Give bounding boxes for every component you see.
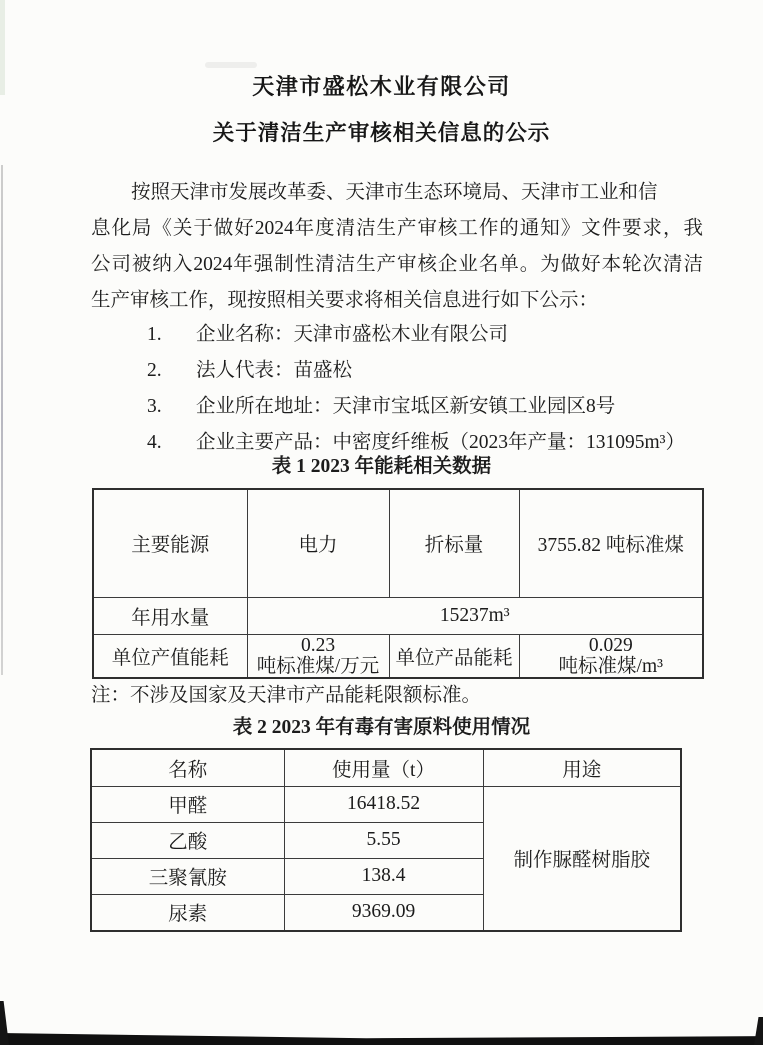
list-number: 1. [147, 324, 162, 345]
list-text: 法人代表：苗盛松 [196, 360, 353, 381]
material-amount: 5.55 [284, 822, 483, 858]
table-row [93, 634, 703, 678]
unit: 吨标准煤/m³ [558, 655, 663, 677]
water-usage-label: 年用水量 [93, 597, 247, 634]
disclosure-list [91, 318, 703, 462]
list-text: 企业所在地址：天津市宝坻区新安镇工业园区8号 [196, 396, 616, 417]
value: 0.23 [300, 634, 336, 656]
materials-table-caption: 表 2 2023 年有毒有害原料使用情况 [232, 717, 531, 738]
column-header-usage: 用途 [483, 749, 681, 786]
materials-table [90, 748, 682, 932]
list-text: 企业名称：天津市盛松木业有限公司 [196, 324, 509, 345]
energy-main-source-label: 主要能源 [93, 489, 247, 597]
paragraph-line-3: 公司被纳入2024年强制性清洁生产审核企业名单。为做好本轮次清洁 [91, 254, 703, 275]
material-name: 乙酸 [91, 822, 284, 858]
material-amount: 16418.52 [284, 786, 483, 822]
list-number: 2. [147, 360, 162, 381]
column-header-name: 名称 [91, 749, 284, 786]
list-number: 3. [147, 396, 162, 417]
document-title-company: 天津市盛松木业有限公司 [252, 74, 511, 99]
paragraph-line-4: 生产审核工作，现按照相关要求将相关信息进行如下公示： [91, 290, 599, 311]
energy-converted-label: 折标量 [389, 489, 519, 597]
material-amount: 138.4 [284, 858, 483, 894]
energy-per-output-label: 单位产值能耗 [93, 634, 247, 678]
energy-per-output-value [247, 634, 389, 678]
scan-bottom-left-corner [0, 1001, 9, 1045]
column-header-amount: 使用量（t） [284, 749, 483, 786]
intro-paragraph [91, 176, 703, 320]
scan-smudge [205, 62, 257, 68]
energy-table-caption: 表 1 2023 年能耗相关数据 [271, 456, 492, 477]
table-row [93, 597, 703, 634]
list-item-company-name [91, 318, 703, 354]
material-amount: 9369.09 [284, 894, 483, 931]
energy-converted-value: 3755.82 吨标准煤 [519, 489, 703, 597]
energy-table [92, 488, 704, 679]
water-usage-value: 15237m³ [247, 597, 703, 634]
list-item-address [91, 390, 703, 426]
scan-left-edge-line [1, 165, 3, 675]
table-row [93, 489, 703, 597]
scan-bottom-right-corner [754, 1017, 763, 1045]
energy-main-source-value: 电力 [247, 489, 389, 597]
paragraph-line-2: 息化局《关于做好2024年度清洁生产审核工作的通知》文件要求，我 [91, 218, 703, 239]
energy-table-note: 注：不涉及国家及天津市产品能耗限额标准。 [91, 685, 482, 706]
list-text: 企业主要产品：中密度纤维板（2023年产量：131095m³） [196, 432, 686, 453]
table-row [91, 786, 681, 822]
material-usage-merged: 制作脲醛树脂胶 [483, 786, 681, 931]
value: 0.029 [588, 634, 633, 656]
energy-per-product-value [519, 634, 703, 678]
material-name: 尿素 [91, 894, 284, 931]
paragraph-line-1: 按照天津市发展改革委、天津市生态环境局、天津市工业和信 [131, 182, 658, 203]
scan-bottom-edge [0, 1032, 763, 1045]
energy-per-product-label: 单位产品能耗 [389, 634, 519, 678]
document-title-subject: 关于清洁生产审核相关信息的公示 [212, 121, 551, 145]
unit: 吨标准煤/万元 [256, 655, 380, 677]
material-name: 三聚氰胺 [91, 858, 284, 894]
table-header-row [91, 749, 681, 786]
list-number: 4. [147, 432, 162, 453]
list-item-legal-representative [91, 354, 703, 390]
material-name: 甲醛 [91, 786, 284, 822]
